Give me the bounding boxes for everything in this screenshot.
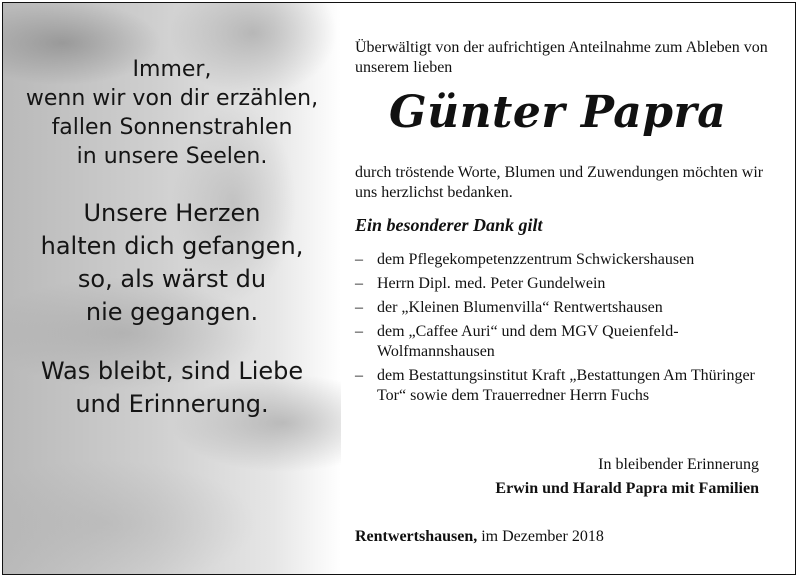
poem-line: Was bleibt, sind Liebe [40, 357, 304, 385]
thanks-text: durch tröstende Worte, Blumen und Zuwendungen möchten wir uns herzlichst bedanken. [355, 164, 764, 201]
list-item-text: dem Bestattungsinstitut Kraft „Bestattungen Am Thüringer Tor“ sowie dem Trauerredner Herrn Fuchs [377, 367, 755, 404]
deceased-name: Günter Papra [389, 87, 727, 138]
poem-stanza-1 [3, 55, 341, 171]
dash-glyph: – [355, 275, 363, 292]
poem-line: Immer, [132, 57, 212, 82]
list-item-text: dem Pflegekompetenzzentrum Schwickershausen [377, 251, 695, 268]
dash-glyph: – [355, 323, 363, 340]
poem-line: so, als wärst du [77, 265, 267, 293]
list-item [355, 274, 785, 294]
list-item [355, 250, 785, 270]
poem-line: und Erinnerung. [75, 390, 269, 418]
dash-glyph: – [355, 299, 363, 316]
hands-photo [3, 3, 341, 574]
list-item [355, 322, 785, 362]
memory-block [495, 455, 759, 499]
poem-line: Unsere Herzen [83, 199, 261, 227]
list-item [355, 366, 785, 406]
poem-stanza-3 [3, 355, 341, 421]
list-item [355, 298, 785, 318]
place: Rentwertshausen, [355, 528, 478, 545]
list-item-text: Herrn Dipl. med. Peter Gundelwein [377, 275, 606, 292]
obituary-notice [2, 2, 796, 575]
poem-line: fallen Sonnenstrahlen [51, 115, 293, 140]
list-item-text: der „Kleinen Blumenvilla“ Rentwertshausen [377, 299, 663, 316]
list-item-text: dem „Caffee Auri“ und dem MGV Queienfeld-Wolfmannshausen [377, 323, 679, 360]
place-date [355, 527, 604, 547]
special-thanks-heading: Ein besonderer Dank gilt [355, 215, 543, 235]
poem-line: in unsere Seelen. [76, 144, 268, 169]
signature: Erwin und Harald Papra mit Familien [495, 480, 759, 497]
dash-glyph: – [355, 367, 363, 384]
memory-line: In bleibender Erinnerung [598, 456, 759, 473]
poem [3, 55, 341, 447]
poem-line: wenn wir von dir erzählen, [25, 86, 319, 111]
intro-text: Überwältigt von der aufrichtigen Anteilnahme zum Ableben von unserem lieben [355, 39, 768, 76]
thanks-list [355, 250, 785, 410]
poem-line: nie gegangen. [85, 298, 259, 326]
poem-line: halten dich gefangen, [40, 232, 304, 260]
date: im Dezember 2018 [481, 528, 604, 545]
dash-glyph: – [355, 251, 363, 268]
poem-stanza-2 [3, 197, 341, 329]
